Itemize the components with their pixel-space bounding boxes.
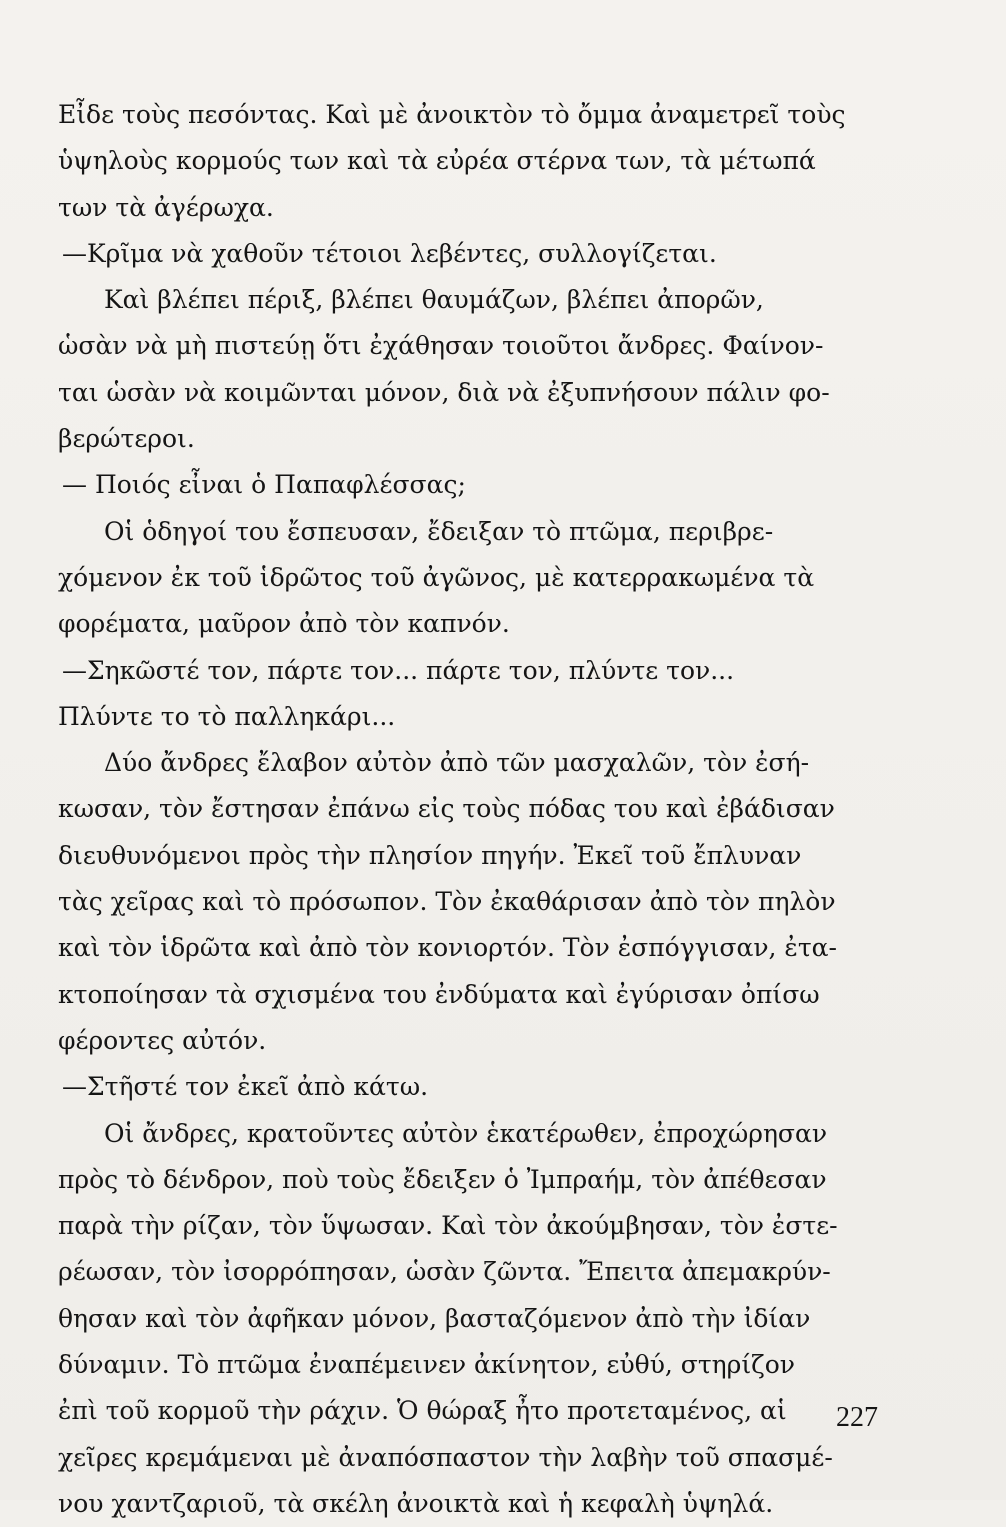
dialogue-line: —Κρῖμα νὰ χαθοῦν τέτοιοι λεβέντες, συλλογίζεται.: [62, 238, 717, 268]
dialogue-line: — Ποιός εἶναι ὁ Παπαφλέσσας;: [62, 470, 466, 500]
text-line: νου χαντζαριοῦ, τὰ σκέλη ἀνοικτὰ καὶ ἡ κεφαλὴ ὑψηλά.: [58, 1488, 774, 1518]
text-line: κτοποίησαν τὰ σχισμένα του ἐνδύματα καὶ ἐγύρισαν ὀπίσω: [58, 979, 820, 1009]
text-line: χεῖρες κρεμάμεναι μὲ ἀναπόσπαστον τὴν λαβὴν τοῦ σπασμέ-: [58, 1442, 833, 1472]
text-line: παρὰ τὴν ρίζαν, τὸν ὕψωσαν. Καὶ τὸν ἀκούμβησαν, τὸν ἐστε-: [58, 1211, 838, 1241]
text-line: κωσαν, τὸν ἔστησαν ἐπάνω εἰς τοὺς πόδας του καὶ ἐβάδισαν: [58, 794, 835, 824]
text-line: διευθυνόμενοι πρὸς τὴν πλησίον πηγήν. Ἐκεῖ τοῦ ἔπλυναν: [58, 840, 802, 870]
text-line: τὰς χεῖρας καὶ τὸ πρόσωπον. Τὸν ἐκαθάρισαν ἀπὸ τὸν πηλὸν: [58, 887, 836, 917]
text-line: βερώτεροι.: [58, 424, 195, 454]
text-line: ὑψηλοὺς κορμούς των καὶ τὰ εὐρέα στέρνα των, τὰ μέτωπά: [58, 146, 816, 176]
paragraph-start-line: Οἱ ὁδηγοί του ἔσπευσαν, ἔδειξαν τὸ πτῶμα, περιβρε-: [104, 516, 774, 546]
text-line: ρέωσαν, τὸν ἰσορρόπησαν, ὡσὰν ζῶντα. Ἔπειτα ἀπεμακρύν-: [58, 1257, 831, 1287]
dialogue-line: —Σηκῶστέ τον, πάρτε τον... πάρτε τον, πλύντε τον...: [62, 655, 735, 685]
text-line: φέροντες αὐτόν.: [58, 1025, 267, 1055]
text-line: ται ὡσὰν νὰ κοιμῶνται μόνον, διὰ νὰ ἐξυπνήσουν πάλιν φο-: [58, 377, 830, 407]
body-text: [58, 92, 878, 1527]
text-line: Εἶδε τοὺς πεσόντας. Καὶ μὲ ἀνοικτὸν τὸ ὄμμα ἀναμετρεῖ τοὺς: [58, 100, 846, 129]
text-line: καὶ τὸν ἱδρῶτα καὶ ἀπὸ τὸν κονιορτόν. Τὸν ἐσπόγγισαν, ἐτα-: [58, 933, 838, 963]
text-line: θησαν καὶ τὸν ἀφῆκαν μόνον, βασταζόμενον ἀπὸ τὴν ἰδίαν: [58, 1303, 811, 1333]
paragraph-start-line: Δύο ἄνδρες ἔλαβον αὐτὸν ἀπὸ τῶν μασχαλῶν, τὸν ἐσή-: [104, 748, 810, 778]
text-line: φορέματα, μαῦρον ἀπὸ τὸν καπνόν.: [58, 609, 510, 639]
paragraph-start-line: Οἱ ἄνδρες, κρατοῦντες αὐτὸν ἑκατέρωθεν, ἐπροχώρησαν: [104, 1118, 828, 1148]
text-line: δύναμιν. Τὸ πτῶμα ἐναπέμεινεν ἀκίνητον, εὐθύ, στηρίζον: [58, 1350, 795, 1380]
text-line: πρὸς τὸ δένδρον, ποὺ τοὺς ἔδειξεν ὁ Ἰμπραήμ, τὸν ἀπέθεσαν: [58, 1164, 827, 1194]
text-line: χόμενον ἐκ τοῦ ἱδρῶτος τοῦ ἀγῶνος, μὲ κατερρακωμένα τὰ: [58, 562, 815, 592]
paragraph-start-line: Καὶ βλέπει πέριξ, βλέπει θαυμάζων, βλέπει ἀπορῶν,: [104, 285, 764, 315]
page-number: 227: [836, 1402, 878, 1433]
text-line: των τὰ ἀγέρωχα.: [58, 192, 274, 222]
dialogue-line: —Στῆστέ τον ἐκεῖ ἀπὸ κάτω.: [62, 1072, 429, 1102]
text-line: Πλύντε το τὸ παλληκάρι...: [58, 701, 396, 731]
text-line: ὡσὰν νὰ μὴ πιστεύῃ ὅτι ἐχάθησαν τοιοῦτοι ἄνδρες. Φαίνον-: [58, 331, 824, 361]
text-line: ἐπὶ τοῦ κορμοῦ τὴν ράχιν. Ὁ θώραξ ἦτο προτεταμένος, αἱ: [58, 1396, 787, 1426]
